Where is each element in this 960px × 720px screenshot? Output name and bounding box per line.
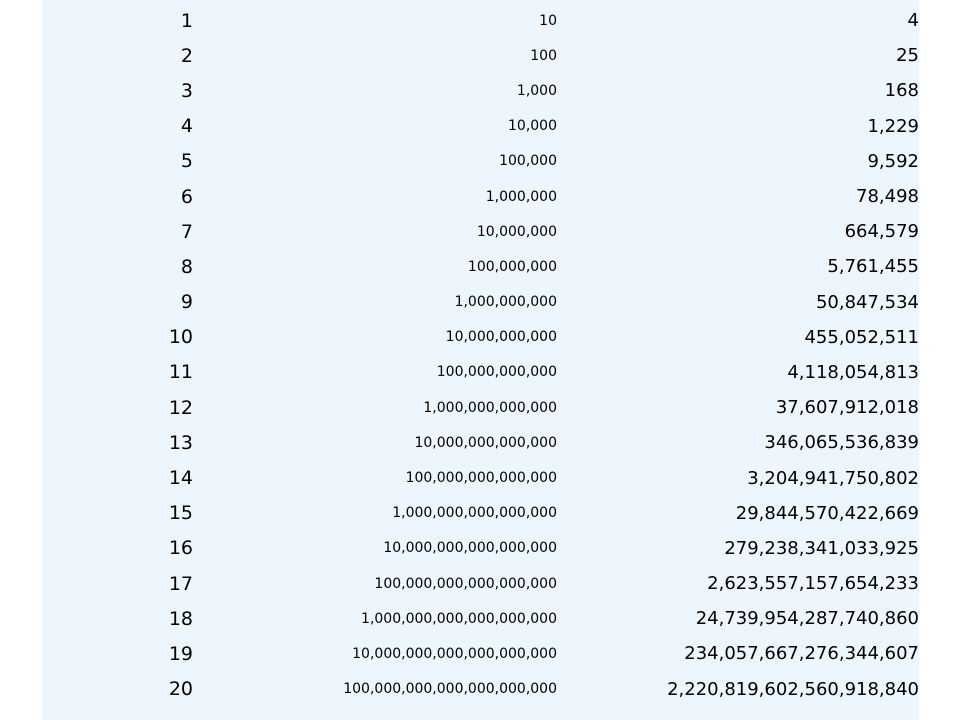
exponent-cell <box>42 672 193 707</box>
power-of-ten-cell <box>193 73 557 108</box>
prime-count-cell-text: 78,498 <box>856 186 919 208</box>
table-row <box>42 636 919 671</box>
table-row <box>42 214 919 249</box>
exponent-cell <box>42 320 193 355</box>
exponent-cell-text: 2 <box>180 44 193 67</box>
table-row <box>42 460 919 495</box>
prime-count-cell <box>557 425 919 460</box>
table-row <box>42 496 919 531</box>
power-of-ten-cell-text: 100,000,000,000 <box>436 364 557 381</box>
power-of-ten-cell-text: 10,000,000 <box>476 223 557 240</box>
exponent-cell <box>42 460 193 495</box>
power-of-ten-cell <box>193 214 557 249</box>
exponent-cell-text: 10 <box>168 326 193 349</box>
power-of-ten-cell <box>193 601 557 636</box>
power-of-ten-cell <box>193 531 557 566</box>
exponent-cell-text: 18 <box>168 607 193 630</box>
exponent-cell <box>42 214 193 249</box>
power-of-ten-cell-text: 10,000,000,000,000,000,000 <box>352 645 557 662</box>
exponent-cell-text: 15 <box>168 502 193 525</box>
prime-count-cell <box>557 566 919 601</box>
power-of-ten-cell-text: 10,000 <box>508 118 557 135</box>
exponent-cell <box>42 249 193 284</box>
power-of-ten-cell <box>193 3 557 38</box>
power-of-ten-cell-text: 1,000,000,000,000,000,000 <box>361 610 557 627</box>
exponent-cell <box>42 531 193 566</box>
table-row <box>42 285 919 320</box>
prime-count-cell <box>557 73 919 108</box>
exponent-cell-text: 6 <box>180 185 193 208</box>
prime-count-cell <box>557 601 919 636</box>
table-row <box>42 390 919 425</box>
power-of-ten-cell-text: 10,000,000,000,000,000 <box>383 540 557 557</box>
prime-count-cell-text: 168 <box>884 80 919 102</box>
table-row <box>42 320 919 355</box>
table-row <box>42 109 919 144</box>
prime-count-cell-text: 346,065,536,839 <box>764 432 919 454</box>
power-of-ten-cell <box>193 144 557 179</box>
prime-count-cell-text: 234,057,667,276,344,607 <box>684 643 919 665</box>
prime-count-cell <box>557 214 919 249</box>
prime-count-cell <box>557 460 919 495</box>
exponent-cell <box>42 496 193 531</box>
prime-count-cell <box>557 3 919 38</box>
power-of-ten-cell-text: 100,000,000,000,000 <box>405 470 557 487</box>
prime-count-cell-text: 455,052,511 <box>804 326 919 348</box>
exponent-cell <box>42 109 193 144</box>
table-row <box>42 73 919 108</box>
power-of-ten-cell <box>193 179 557 214</box>
exponent-cell-text: 17 <box>168 572 193 595</box>
power-of-ten-cell-text: 100,000,000,000,000,000 <box>374 575 557 592</box>
table-row <box>42 566 919 601</box>
prime-count-cell <box>557 285 919 320</box>
exponent-cell-text: 4 <box>180 115 193 138</box>
power-of-ten-cell-text: 1,000,000,000,000,000 <box>392 505 557 522</box>
exponent-cell <box>42 144 193 179</box>
prime-count-cell-text: 9,592 <box>867 150 919 172</box>
prime-count-cell-text: 37,607,912,018 <box>775 397 919 419</box>
table-row <box>42 3 919 38</box>
exponent-cell-text: 5 <box>180 150 193 173</box>
prime-count-cell <box>557 38 919 73</box>
table-row <box>42 249 919 284</box>
exponent-cell <box>42 355 193 390</box>
exponent-cell <box>42 73 193 108</box>
power-of-ten-cell <box>193 249 557 284</box>
power-of-ten-cell <box>193 566 557 601</box>
power-of-ten-cell <box>193 38 557 73</box>
exponent-cell-text: 9 <box>180 291 193 314</box>
power-of-ten-cell-text: 10,000,000,000,000 <box>414 434 557 451</box>
power-of-ten-cell <box>193 425 557 460</box>
prime-count-cell-text: 50,847,534 <box>815 291 919 313</box>
power-of-ten-cell <box>193 109 557 144</box>
prime-count-table <box>42 3 919 707</box>
prime-count-cell-text: 25 <box>896 45 919 67</box>
power-of-ten-cell-text: 1,000,000,000 <box>454 294 557 311</box>
power-of-ten-cell <box>193 672 557 707</box>
prime-count-cell <box>557 249 919 284</box>
exponent-cell <box>42 566 193 601</box>
power-of-ten-cell <box>193 496 557 531</box>
exponent-cell <box>42 601 193 636</box>
power-of-ten-cell-text: 1,000,000,000,000 <box>423 399 557 416</box>
prime-count-cell <box>557 672 919 707</box>
power-of-ten-cell <box>193 460 557 495</box>
prime-count-cell-text: 279,238,341,033,925 <box>724 537 919 559</box>
power-of-ten-cell <box>193 355 557 390</box>
exponent-cell-text: 8 <box>180 255 193 278</box>
exponent-cell-text: 11 <box>168 361 193 384</box>
table-row <box>42 425 919 460</box>
prime-count-cell-text: 24,739,954,287,740,860 <box>695 608 919 630</box>
exponent-cell-text: 3 <box>180 79 193 102</box>
prime-count-cell-text: 5,761,455 <box>827 256 919 278</box>
exponent-cell-text: 16 <box>168 537 193 560</box>
power-of-ten-cell-text: 100,000,000,000,000,000,000 <box>343 681 557 698</box>
table-row <box>42 531 919 566</box>
power-of-ten-cell <box>193 390 557 425</box>
table-panel <box>42 0 919 720</box>
power-of-ten-cell-text: 10 <box>539 12 557 29</box>
power-of-ten-cell-text: 100,000,000 <box>467 258 557 275</box>
table-row <box>42 355 919 390</box>
prime-count-cell <box>557 496 919 531</box>
power-of-ten-cell-text: 100,000 <box>499 153 557 170</box>
exponent-cell-text: 7 <box>180 220 193 243</box>
power-of-ten-cell-text: 100 <box>530 47 557 64</box>
exponent-cell <box>42 390 193 425</box>
prime-count-cell <box>557 636 919 671</box>
power-of-ten-cell <box>193 636 557 671</box>
table-body <box>42 3 919 707</box>
exponent-cell <box>42 38 193 73</box>
prime-count-cell-text: 664,579 <box>844 221 919 243</box>
exponent-cell <box>42 636 193 671</box>
prime-count-cell <box>557 531 919 566</box>
exponent-cell-text: 19 <box>168 642 193 665</box>
prime-count-cell <box>557 109 919 144</box>
exponent-cell-text: 20 <box>168 678 193 701</box>
table-row <box>42 672 919 707</box>
exponent-cell <box>42 285 193 320</box>
prime-count-cell-text: 3,204,941,750,802 <box>747 467 919 489</box>
exponent-cell-text: 1 <box>180 9 193 32</box>
exponent-cell-text: 14 <box>168 467 193 490</box>
prime-count-cell <box>557 390 919 425</box>
power-of-ten-cell-text: 1,000,000 <box>485 188 557 205</box>
prime-count-cell-text: 1,229 <box>867 115 919 137</box>
exponent-cell <box>42 3 193 38</box>
table-row <box>42 601 919 636</box>
prime-count-cell-text: 4 <box>907 10 919 32</box>
table-row <box>42 38 919 73</box>
table-row <box>42 144 919 179</box>
prime-count-cell <box>557 355 919 390</box>
prime-count-cell-text: 2,220,819,602,560,918,840 <box>667 678 919 700</box>
power-of-ten-cell <box>193 285 557 320</box>
prime-count-cell <box>557 320 919 355</box>
power-of-ten-cell-text: 1,000 <box>516 82 557 99</box>
prime-count-cell-text: 29,844,570,422,669 <box>735 502 919 524</box>
prime-count-cell <box>557 144 919 179</box>
exponent-cell-text: 12 <box>168 396 193 419</box>
prime-count-cell <box>557 179 919 214</box>
prime-count-cell-text: 4,118,054,813 <box>787 361 919 383</box>
prime-count-cell-text: 2,623,557,157,654,233 <box>707 573 919 595</box>
exponent-cell <box>42 425 193 460</box>
exponent-cell-text: 13 <box>168 431 193 454</box>
exponent-cell <box>42 179 193 214</box>
power-of-ten-cell <box>193 320 557 355</box>
table-row <box>42 179 919 214</box>
power-of-ten-cell-text: 10,000,000,000 <box>445 329 557 346</box>
